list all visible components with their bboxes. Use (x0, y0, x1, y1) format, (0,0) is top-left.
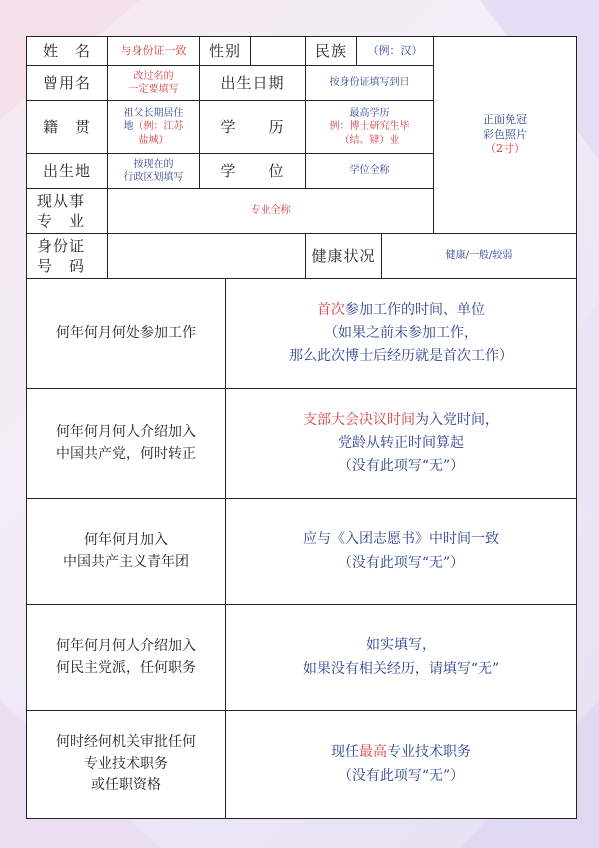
photo-box[interactable]: 正面免冠 彩色照片 （2寸） (433, 36, 577, 234)
health-label: 健康状况 (305, 233, 382, 279)
degree-field[interactable]: 学位全称 (305, 153, 434, 189)
degree-label: 学 位 (199, 153, 306, 189)
native-place-label: 籍 贯 (26, 100, 108, 154)
former-name-field[interactable]: 改过名的 一定要填写 (107, 65, 200, 101)
democratic-party-label: 何年何月何人介绍加入 何民主党派，任何职务 (26, 604, 226, 711)
id-number-field[interactable] (107, 233, 306, 279)
health-field[interactable]: 健康/一般/较弱 (381, 233, 577, 279)
ethnicity-label: 民族 (305, 36, 357, 66)
ethnicity-field[interactable]: （例：汉） (356, 36, 434, 66)
name-field[interactable]: 与身份证一致 (107, 36, 200, 66)
education-field[interactable]: 最高学历 例：博士研究生毕 （结、肄）业 (305, 100, 434, 154)
birthplace-field[interactable]: 按现在的 行政区划填写 (107, 153, 200, 189)
profession-field[interactable]: 专业全称 (107, 188, 434, 234)
league-join-field[interactable]: 应与《入团志愿书》中时间一致 （没有此项写“无”） (225, 498, 577, 605)
work-start-field[interactable]: 首次参加工作的时间、单位 （如果之前未参加工作， 那么此次博士后经历就是首次工作） (225, 278, 577, 389)
name-label: 姓 名 (26, 36, 108, 66)
party-join-label: 何年何月何人介绍加入 中国共产党，何时转正 (26, 388, 226, 499)
league-join-label: 何年何月加入 中国共产主义青年团 (26, 498, 226, 605)
id-number-label: 身份证 号 码 (26, 233, 108, 279)
professional-title-field[interactable]: 现任最高专业技术职务 （没有此项写“无”） (225, 710, 577, 819)
birthdate-label: 出生日期 (199, 65, 306, 101)
native-place-field[interactable]: 祖父长期居住 地（例：江苏 盐城） (107, 100, 200, 154)
birthdate-field[interactable]: 按身份证填写到日 (305, 65, 434, 101)
gender-field[interactable] (250, 36, 306, 66)
former-name-label: 曾用名 (26, 65, 108, 101)
education-label: 学 历 (199, 100, 306, 154)
registration-form (26, 36, 577, 819)
birthplace-label: 出生地 (26, 153, 108, 189)
work-start-label: 何年何月何处参加工作 (26, 278, 226, 389)
profession-label: 现从事 专 业 (26, 188, 108, 234)
party-join-field[interactable]: 支部大会决议时间为入党时间， 党龄从转正时间算起 （没有此项写“无”） (225, 388, 577, 499)
professional-title-label: 何时经何机关审批任何 专业技术职务 或任职资格 (26, 710, 226, 819)
gender-label: 性别 (199, 36, 251, 66)
democratic-party-field[interactable]: 如实填写， 如果没有相关经历，请填写“无” (225, 604, 577, 711)
